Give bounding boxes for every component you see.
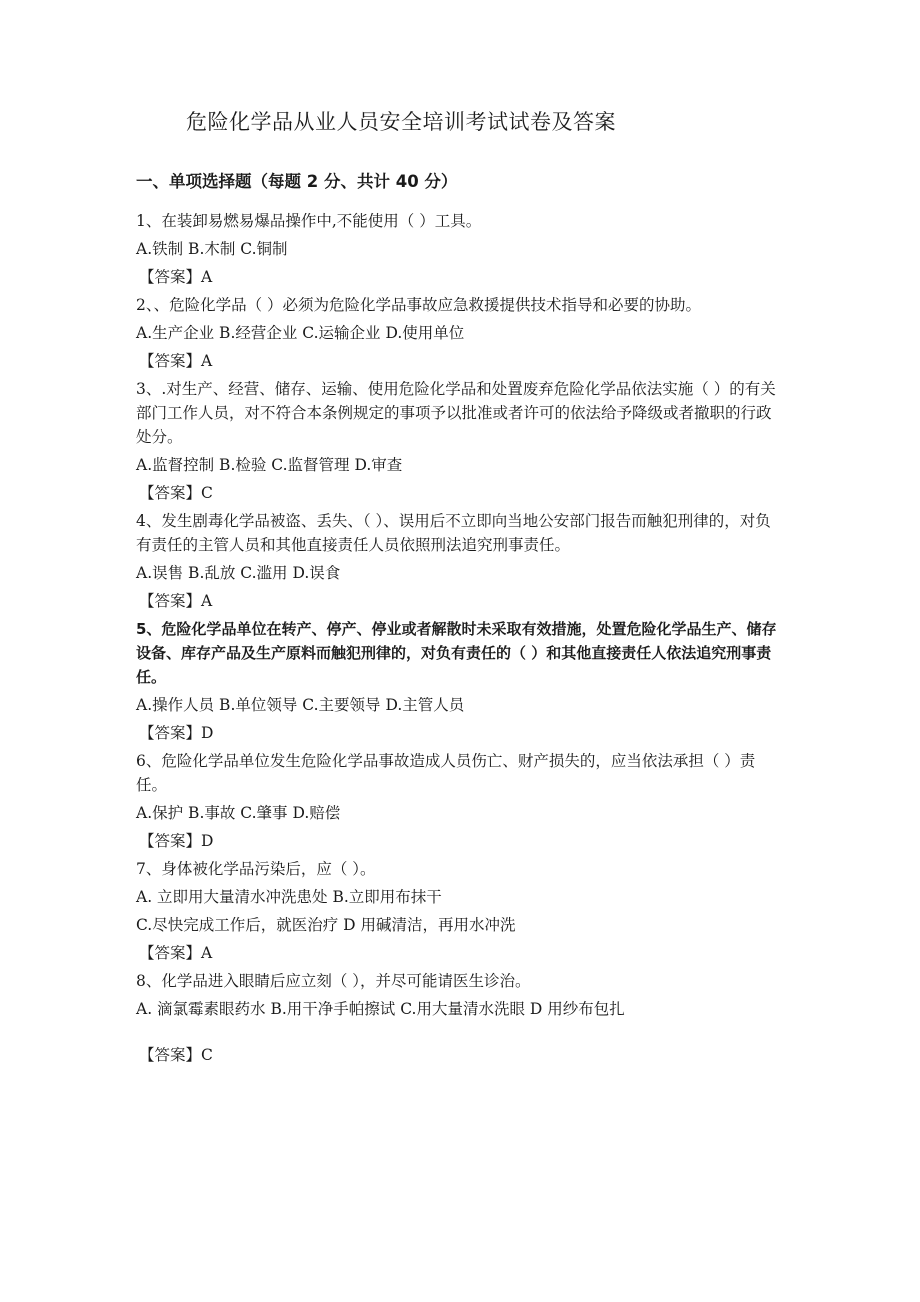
section-heading: 一、单项选择题（每题 2 分、共计 40 分）	[136, 172, 458, 191]
question-3	[136, 377, 786, 505]
question-options: A. 滴氯霉素眼药水 B.用干净手帕擦试 C.用大量清水洗眼 D 用纱布包扎	[136, 1000, 625, 1018]
question-answer: 【答案】A	[139, 352, 213, 370]
document-title: 危险化学品从业人员安全培训考试试卷及答案	[186, 110, 616, 134]
question-list	[136, 209, 786, 1071]
question-options: A.监督控制 B.检验 C.监督管理 D.审查	[136, 456, 403, 474]
question-options: C.尽快完成工作后，就医治疗 D 用碱清洁，再用水冲洗	[136, 916, 516, 934]
question-6	[136, 749, 786, 853]
question-text: 1、在装卸易燃易爆品操作中,不能使用（ ）工具。	[136, 212, 482, 230]
question-4	[136, 509, 786, 613]
question-options: A.操作人员 B.单位领导 C.主要领导 D.主管人员	[136, 696, 465, 714]
question-answer: 【答案】C	[139, 484, 213, 502]
question-text: 5、危险化学品单位在转产、停产、停业或者解散时未采取有效措施，处置危险化学品生产、储存设备、库存产品及生产原料而触犯刑律的，对负有责任的（ ）和其他直接责任人依法追究刑事责任。	[136, 620, 777, 686]
question-text: 6、危险化学品单位发生危险化学品事故造成人员伤亡、财产损失的，应当依法承担（ ）责任。	[136, 752, 756, 794]
question-options: A.铁制 B.木制 C.铜制	[136, 240, 288, 258]
question-text: 7、身体被化学品污染后，应（ ）。	[136, 860, 376, 878]
question-text: 3、.对生产、经营、储存、运输、使用危险化学品和处置废弃危险化学品依法实施（ ）的有关部门工作人员，对不符合本条例规定的事项予以批准或者许可的依法给予降级或者撤职的行政处分。	[136, 380, 776, 446]
question-text: 4、发生剧毒化学品被盗、丢失、（ ）、误用后不立即向当地公安部门报告而触犯刑律的，对负有责任的主管人员和其他直接责任人员依照刑法追究刑事责任。	[136, 512, 771, 554]
question-2	[136, 293, 786, 373]
question-answer: 【答案】D	[139, 724, 214, 742]
question-options: A.误售 B.乱放 C.滥用 D.误食	[136, 564, 341, 582]
question-5	[136, 617, 786, 745]
question-7	[136, 857, 786, 965]
question-options: A. 立即用大量清水冲洗患处 B.立即用布抹干	[136, 888, 442, 906]
question-answer: 【答案】A	[139, 944, 213, 962]
question-answer: 【答案】C	[139, 1046, 213, 1064]
question-8	[136, 969, 786, 1067]
question-options: A.保护 B.事故 C.肇事 D.赔偿	[136, 804, 341, 822]
question-text: 2、、危险化学品（ ）必须为危险化学品事故应急救援提供技术指导和必要的协助。	[136, 296, 702, 314]
question-answer: 【答案】A	[139, 592, 213, 610]
question-answer: 【答案】D	[139, 832, 214, 850]
question-options: A.生产企业 B.经营企业 C.运输企业 D.使用单位	[136, 324, 465, 342]
question-answer: 【答案】A	[139, 268, 213, 286]
question-1	[136, 209, 786, 289]
question-text: 8、化学品进入眼睛后应立刻（ ），并尽可能请医生诊治。	[136, 972, 531, 990]
